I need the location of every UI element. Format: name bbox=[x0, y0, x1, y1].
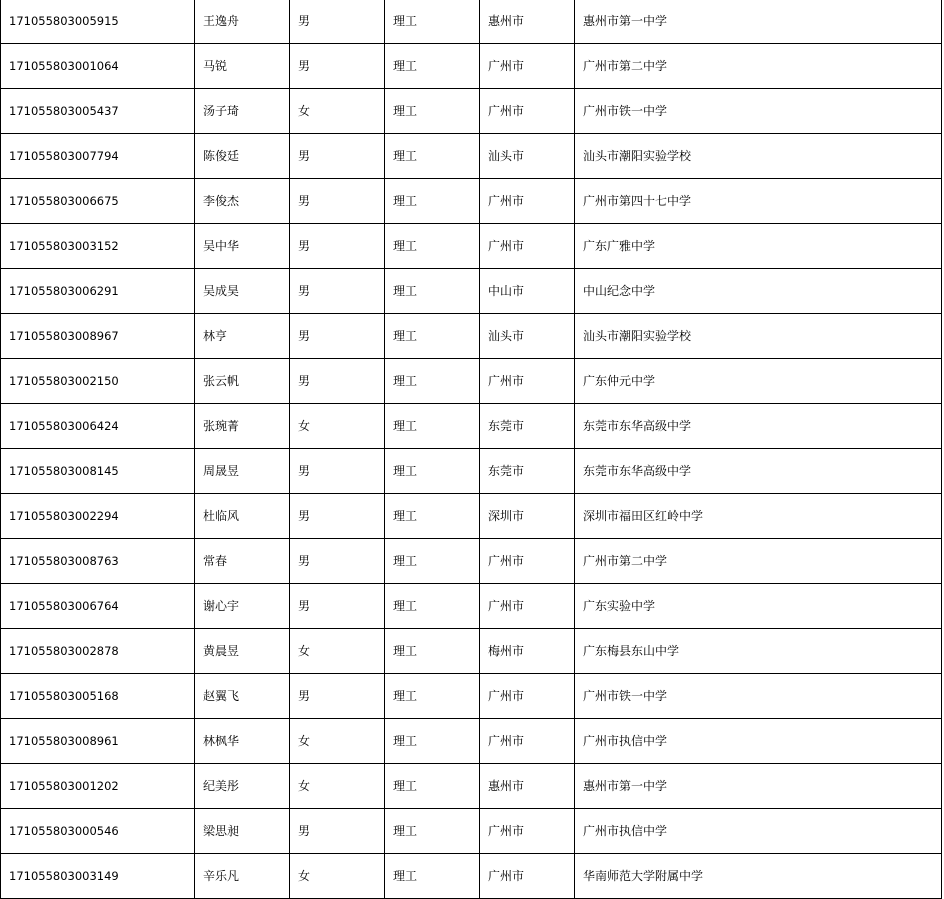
candidate-id-cell: 171055803002294 bbox=[1, 494, 195, 539]
category-cell: 理工 bbox=[385, 674, 480, 719]
school-cell: 东莞市东华高级中学 bbox=[575, 449, 942, 494]
school-cell: 广州市第二中学 bbox=[575, 539, 942, 584]
city-cell: 梅州市 bbox=[480, 629, 575, 674]
candidate-id-cell: 171055803005915 bbox=[1, 0, 195, 44]
school-cell: 广州市第二中学 bbox=[575, 44, 942, 89]
name-cell: 辛乐凡 bbox=[195, 854, 290, 899]
name-cell: 吴中华 bbox=[195, 224, 290, 269]
name-cell: 吴成昊 bbox=[195, 269, 290, 314]
gender-cell: 女 bbox=[290, 854, 385, 899]
school-cell: 汕头市潮阳实验学校 bbox=[575, 314, 942, 359]
gender-cell: 男 bbox=[290, 44, 385, 89]
table-row bbox=[1, 314, 942, 359]
table-row bbox=[1, 629, 942, 674]
name-cell: 常春 bbox=[195, 539, 290, 584]
gender-cell: 男 bbox=[290, 314, 385, 359]
candidate-id-cell: 171055803008145 bbox=[1, 449, 195, 494]
name-cell: 黄晨昱 bbox=[195, 629, 290, 674]
city-cell: 广州市 bbox=[480, 539, 575, 584]
school-cell: 广东实验中学 bbox=[575, 584, 942, 629]
school-cell: 深圳市福田区红岭中学 bbox=[575, 494, 942, 539]
city-cell: 广州市 bbox=[480, 719, 575, 764]
name-cell: 周晟昱 bbox=[195, 449, 290, 494]
name-cell: 张琬菁 bbox=[195, 404, 290, 449]
category-cell: 理工 bbox=[385, 0, 480, 44]
candidate-id-cell: 171055803006764 bbox=[1, 584, 195, 629]
city-cell: 惠州市 bbox=[480, 764, 575, 809]
gender-cell: 女 bbox=[290, 719, 385, 764]
candidate-id-cell: 171055803006291 bbox=[1, 269, 195, 314]
table-row bbox=[1, 44, 942, 89]
name-cell: 马锐 bbox=[195, 44, 290, 89]
gender-cell: 男 bbox=[290, 224, 385, 269]
candidate-id-cell: 171055803001064 bbox=[1, 44, 195, 89]
candidate-id-cell: 171055803000546 bbox=[1, 809, 195, 854]
table-row bbox=[1, 809, 942, 854]
category-cell: 理工 bbox=[385, 269, 480, 314]
name-cell: 陈俊廷 bbox=[195, 134, 290, 179]
table-row bbox=[1, 539, 942, 584]
school-cell: 广东梅县东山中学 bbox=[575, 629, 942, 674]
table-row bbox=[1, 89, 942, 134]
category-cell: 理工 bbox=[385, 404, 480, 449]
table-row bbox=[1, 224, 942, 269]
city-cell: 汕头市 bbox=[480, 134, 575, 179]
category-cell: 理工 bbox=[385, 44, 480, 89]
name-cell: 王逸舟 bbox=[195, 0, 290, 44]
city-cell: 广州市 bbox=[480, 224, 575, 269]
candidate-id-cell: 171055803008763 bbox=[1, 539, 195, 584]
city-cell: 广州市 bbox=[480, 674, 575, 719]
name-cell: 杜临风 bbox=[195, 494, 290, 539]
city-cell: 广州市 bbox=[480, 584, 575, 629]
school-cell: 广州市第四十七中学 bbox=[575, 179, 942, 224]
candidate-id-cell: 171055803003152 bbox=[1, 224, 195, 269]
city-cell: 广州市 bbox=[480, 359, 575, 404]
school-cell: 惠州市第一中学 bbox=[575, 764, 942, 809]
city-cell: 广州市 bbox=[480, 854, 575, 899]
name-cell: 纪美彤 bbox=[195, 764, 290, 809]
candidate-id-cell: 171055803006424 bbox=[1, 404, 195, 449]
category-cell: 理工 bbox=[385, 854, 480, 899]
name-cell: 汤子琦 bbox=[195, 89, 290, 134]
gender-cell: 男 bbox=[290, 179, 385, 224]
name-cell: 谢心宇 bbox=[195, 584, 290, 629]
category-cell: 理工 bbox=[385, 764, 480, 809]
gender-cell: 男 bbox=[290, 359, 385, 404]
gender-cell: 男 bbox=[290, 449, 385, 494]
school-cell: 广州市铁一中学 bbox=[575, 89, 942, 134]
table-row bbox=[1, 0, 942, 44]
candidate-id-cell: 171055803002150 bbox=[1, 359, 195, 404]
gender-cell: 男 bbox=[290, 674, 385, 719]
name-cell: 张云帆 bbox=[195, 359, 290, 404]
name-cell: 林亨 bbox=[195, 314, 290, 359]
city-cell: 广州市 bbox=[480, 179, 575, 224]
name-cell: 赵翼飞 bbox=[195, 674, 290, 719]
gender-cell: 女 bbox=[290, 764, 385, 809]
gender-cell: 男 bbox=[290, 269, 385, 314]
table-row bbox=[1, 134, 942, 179]
candidate-id-cell: 171055803005437 bbox=[1, 89, 195, 134]
category-cell: 理工 bbox=[385, 224, 480, 269]
category-cell: 理工 bbox=[385, 314, 480, 359]
candidate-id-cell: 171055803001202 bbox=[1, 764, 195, 809]
gender-cell: 男 bbox=[290, 809, 385, 854]
category-cell: 理工 bbox=[385, 584, 480, 629]
table-body bbox=[1, 0, 942, 899]
city-cell: 东莞市 bbox=[480, 404, 575, 449]
school-cell: 广州市执信中学 bbox=[575, 809, 942, 854]
city-cell: 惠州市 bbox=[480, 0, 575, 44]
candidate-id-cell: 171055803007794 bbox=[1, 134, 195, 179]
category-cell: 理工 bbox=[385, 629, 480, 674]
table-row bbox=[1, 449, 942, 494]
candidate-id-cell: 171055803005168 bbox=[1, 674, 195, 719]
gender-cell: 男 bbox=[290, 539, 385, 584]
gender-cell: 女 bbox=[290, 629, 385, 674]
category-cell: 理工 bbox=[385, 359, 480, 404]
gender-cell: 女 bbox=[290, 404, 385, 449]
city-cell: 深圳市 bbox=[480, 494, 575, 539]
city-cell: 广州市 bbox=[480, 44, 575, 89]
category-cell: 理工 bbox=[385, 134, 480, 179]
table-row bbox=[1, 674, 942, 719]
candidate-id-cell: 171055803008967 bbox=[1, 314, 195, 359]
category-cell: 理工 bbox=[385, 809, 480, 854]
school-cell: 广东广雅中学 bbox=[575, 224, 942, 269]
school-cell: 华南师范大学附属中学 bbox=[575, 854, 942, 899]
name-cell: 李俊杰 bbox=[195, 179, 290, 224]
school-cell: 广州市执信中学 bbox=[575, 719, 942, 764]
city-cell: 广州市 bbox=[480, 89, 575, 134]
gender-cell: 男 bbox=[290, 494, 385, 539]
table-row bbox=[1, 269, 942, 314]
city-cell: 中山市 bbox=[480, 269, 575, 314]
school-cell: 东莞市东华高级中学 bbox=[575, 404, 942, 449]
table-row bbox=[1, 494, 942, 539]
table-row bbox=[1, 764, 942, 809]
category-cell: 理工 bbox=[385, 89, 480, 134]
category-cell: 理工 bbox=[385, 179, 480, 224]
table-row bbox=[1, 404, 942, 449]
candidate-id-cell: 171055803006675 bbox=[1, 179, 195, 224]
school-cell: 广东仲元中学 bbox=[575, 359, 942, 404]
city-cell: 汕头市 bbox=[480, 314, 575, 359]
candidate-id-cell: 171055803003149 bbox=[1, 854, 195, 899]
candidate-id-cell: 171055803002878 bbox=[1, 629, 195, 674]
school-cell: 惠州市第一中学 bbox=[575, 0, 942, 44]
gender-cell: 男 bbox=[290, 0, 385, 44]
gender-cell: 男 bbox=[290, 134, 385, 179]
category-cell: 理工 bbox=[385, 539, 480, 584]
school-cell: 广州市铁一中学 bbox=[575, 674, 942, 719]
candidate-id-cell: 171055803008961 bbox=[1, 719, 195, 764]
school-cell: 汕头市潮阳实验学校 bbox=[575, 134, 942, 179]
table-row bbox=[1, 179, 942, 224]
category-cell: 理工 bbox=[385, 494, 480, 539]
table-row bbox=[1, 584, 942, 629]
name-cell: 梁思昶 bbox=[195, 809, 290, 854]
table-row bbox=[1, 719, 942, 764]
category-cell: 理工 bbox=[385, 449, 480, 494]
gender-cell: 男 bbox=[290, 584, 385, 629]
table-row bbox=[1, 854, 942, 899]
school-cell: 中山纪念中学 bbox=[575, 269, 942, 314]
table-row bbox=[1, 359, 942, 404]
gender-cell: 女 bbox=[290, 89, 385, 134]
city-cell: 东莞市 bbox=[480, 449, 575, 494]
category-cell: 理工 bbox=[385, 719, 480, 764]
name-cell: 林枫华 bbox=[195, 719, 290, 764]
city-cell: 广州市 bbox=[480, 809, 575, 854]
